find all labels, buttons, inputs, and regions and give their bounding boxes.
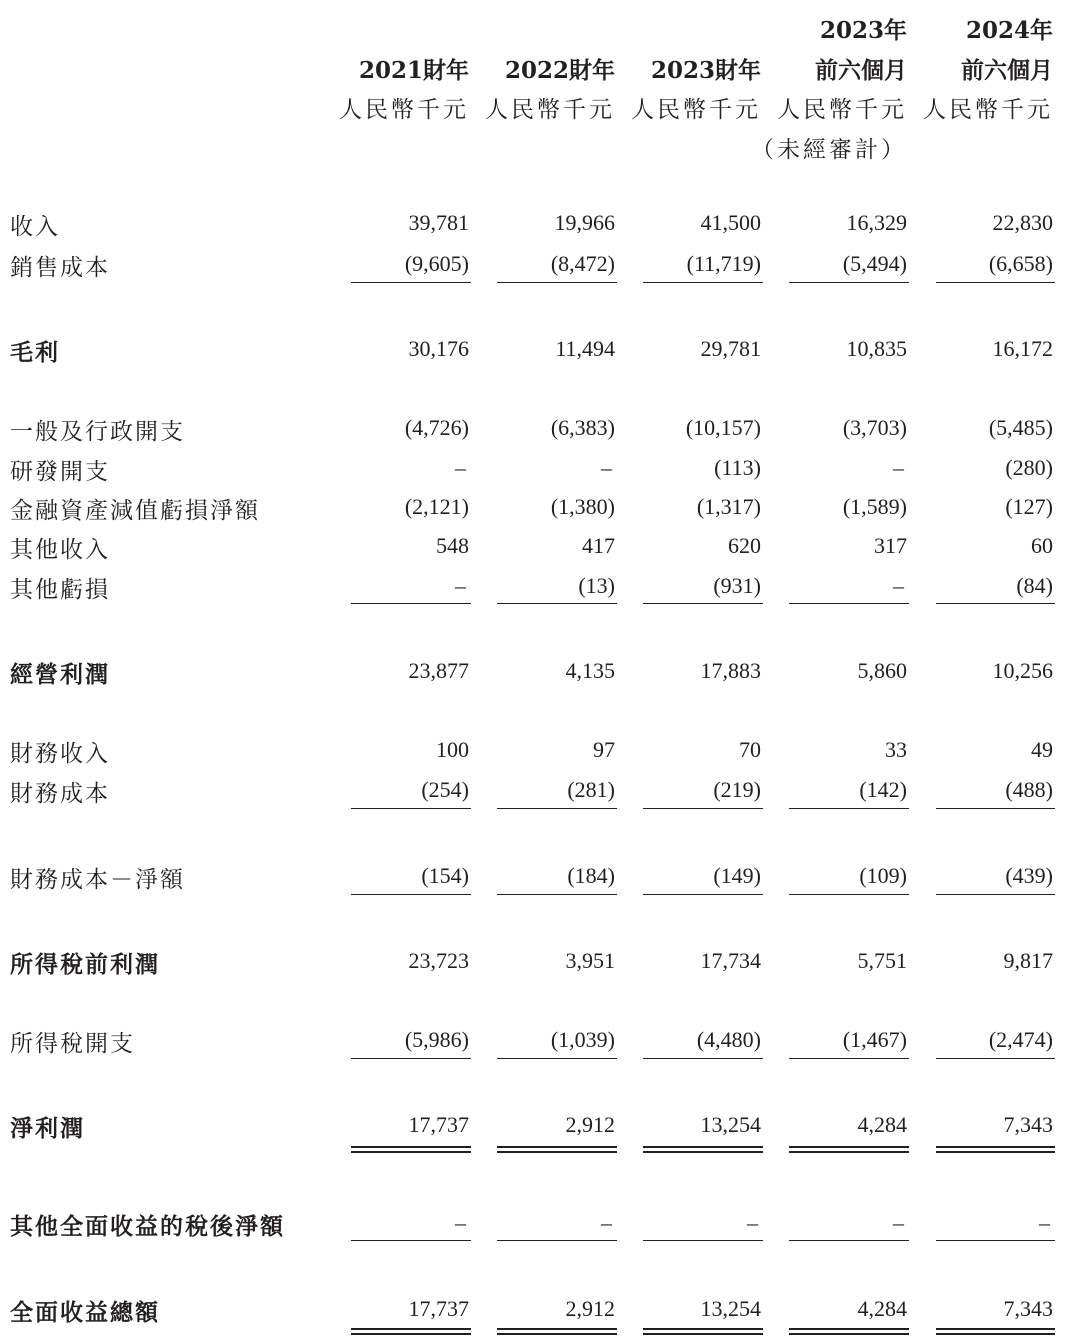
row-value: 548 (436, 533, 469, 558)
total-double-rule (351, 1146, 471, 1153)
row-value: 17,737 (408, 1296, 469, 1321)
row-label: 經營利潤 (10, 661, 110, 688)
subtotal-rule (789, 894, 909, 895)
row-value: – (1039, 1210, 1050, 1235)
row-value: – (455, 573, 466, 598)
row-value: 13,254 (700, 1296, 761, 1321)
row-value: 4,135 (565, 658, 615, 683)
column-header-unit: 人民幣千元 (485, 97, 615, 123)
row-value: 22,830 (992, 210, 1053, 235)
subtotal-rule (497, 1240, 617, 1241)
total-double-rule (643, 1328, 763, 1335)
row-value: 60 (1031, 533, 1053, 558)
subtotal-rule (789, 1058, 909, 1059)
row-value: 70 (739, 737, 761, 762)
row-value: 11,494 (555, 336, 615, 361)
row-value: (184) (567, 863, 615, 888)
row-value: 2,912 (565, 1112, 615, 1137)
subtotal-rule (643, 1240, 763, 1241)
row-label: 其他全面收益的稅後淨額 (10, 1213, 285, 1240)
row-value: 39,781 (408, 210, 469, 235)
row-value: (281) (567, 777, 615, 802)
row-label: 收入 (10, 214, 60, 240)
subtotal-rule (497, 603, 617, 604)
row-value: 10,256 (992, 658, 1053, 683)
subtotal-rule (789, 282, 909, 283)
row-value: 5,751 (857, 948, 907, 973)
row-value: 17,883 (700, 658, 761, 683)
subtotal-rule (936, 282, 1055, 283)
row-value: 97 (593, 737, 615, 762)
row-label: 所得稅開支 (10, 1031, 135, 1057)
total-double-rule (643, 1146, 763, 1153)
subtotal-rule (497, 894, 617, 895)
subtotal-rule (351, 1058, 471, 1059)
row-value: (1,467) (842, 1027, 907, 1052)
row-value: 7,343 (1003, 1296, 1053, 1321)
row-value: (109) (859, 863, 907, 888)
row-value: (13) (578, 573, 615, 598)
row-value: 19,966 (554, 210, 615, 235)
subtotal-rule (497, 282, 617, 283)
row-value: (1,039) (550, 1027, 615, 1052)
column-header-unit: 人民幣千元 (923, 97, 1053, 123)
row-label: 其他收入 (10, 537, 110, 563)
row-value: (113) (714, 455, 761, 480)
row-label: 毛利 (10, 339, 60, 366)
column-header-period: 前六個月 (815, 57, 907, 84)
subtotal-rule (936, 808, 1055, 809)
row-value: 620 (728, 533, 761, 558)
row-value: (10,157) (685, 415, 761, 440)
subtotal-rule (351, 282, 471, 283)
row-value: (488) (1005, 777, 1053, 802)
subtotal-rule (497, 1058, 617, 1059)
subtotal-rule (936, 603, 1055, 604)
row-value: – (893, 455, 904, 480)
row-value: (2,121) (404, 494, 469, 519)
total-double-rule (936, 1146, 1055, 1153)
row-value: 23,723 (408, 948, 469, 973)
row-value: 23,877 (408, 658, 469, 683)
row-label: 財務成本 (10, 781, 110, 807)
row-value: (11,719) (686, 251, 761, 276)
column-header-period: 2022財年 (504, 57, 615, 84)
column-header-top: 2023年 (819, 17, 907, 44)
total-double-rule (936, 1328, 1055, 1335)
row-value: (280) (1005, 455, 1053, 480)
row-value: (127) (1005, 494, 1053, 519)
row-value: 417 (582, 533, 615, 558)
row-label: 淨利潤 (10, 1115, 85, 1142)
row-value: 9,817 (1003, 948, 1053, 973)
row-value: (1,589) (842, 494, 907, 519)
subtotal-rule (936, 894, 1055, 895)
column-header-unit: 人民幣千元 (339, 97, 469, 123)
row-value: (154) (421, 863, 469, 888)
row-value: 3,951 (565, 948, 615, 973)
row-value: (1,317) (696, 494, 761, 519)
column-header-period: 2021財年 (358, 57, 469, 84)
column-header-top: 2024年 (965, 17, 1053, 44)
row-value: 2,912 (565, 1296, 615, 1321)
row-label: 財務收入 (10, 741, 110, 767)
subtotal-rule (936, 1058, 1055, 1059)
row-value: – (455, 1210, 466, 1235)
total-double-rule (789, 1146, 909, 1153)
subtotal-rule (643, 603, 763, 604)
row-value: (2,474) (988, 1027, 1053, 1052)
row-label: 其他虧損 (10, 577, 110, 603)
row-value: 49 (1031, 737, 1053, 762)
row-value: 29,781 (700, 336, 761, 361)
row-value: 33 (885, 737, 907, 762)
row-value: (84) (1016, 573, 1053, 598)
row-value: (3,703) (842, 415, 907, 440)
row-value: 17,737 (408, 1112, 469, 1137)
row-value: 16,329 (846, 210, 907, 235)
row-value: (142) (859, 777, 907, 802)
subtotal-rule (936, 1240, 1055, 1241)
row-value: 4,284 (857, 1296, 907, 1321)
subtotal-rule (643, 1058, 763, 1059)
column-header-unit: 人民幣千元 (777, 97, 907, 123)
row-value: 13,254 (700, 1112, 761, 1137)
row-value: 5,860 (857, 658, 907, 683)
row-value: (6,658) (988, 251, 1053, 276)
subtotal-rule (643, 894, 763, 895)
row-value: 317 (874, 533, 907, 558)
subtotal-rule (789, 1240, 909, 1241)
row-value: (5,485) (988, 415, 1053, 440)
row-value: (149) (713, 863, 761, 888)
total-double-rule (789, 1328, 909, 1335)
subtotal-rule (643, 282, 763, 283)
subtotal-rule (497, 808, 617, 809)
row-value: (439) (1005, 863, 1053, 888)
row-value: 100 (436, 737, 469, 762)
column-header-period: 2023財年 (650, 57, 761, 84)
row-value: 16,172 (992, 336, 1053, 361)
row-label: 銷售成本 (10, 255, 110, 281)
row-value: – (893, 1210, 904, 1235)
row-value: 4,284 (857, 1112, 907, 1137)
row-value: 10,835 (846, 336, 907, 361)
row-value: – (747, 1210, 758, 1235)
subtotal-rule (351, 808, 471, 809)
column-header-note: （未經審計） (751, 137, 907, 163)
row-value: (9,605) (404, 251, 469, 276)
row-label: 全面收益總額 (10, 1299, 160, 1326)
row-value: 17,734 (700, 948, 761, 973)
row-value: (5,494) (842, 251, 907, 276)
total-double-rule (351, 1328, 471, 1335)
row-value: (219) (713, 777, 761, 802)
row-value: (5,986) (404, 1027, 469, 1052)
total-double-rule (497, 1146, 617, 1153)
subtotal-rule (351, 1240, 471, 1241)
row-value: (4,480) (696, 1027, 761, 1052)
row-value: (6,383) (550, 415, 615, 440)
total-double-rule (497, 1328, 617, 1335)
row-label: 研發開支 (10, 459, 110, 485)
row-value: 7,343 (1003, 1112, 1053, 1137)
row-value: (8,472) (550, 251, 615, 276)
row-value: – (601, 1210, 612, 1235)
row-label: 財務成本－淨額 (10, 867, 185, 893)
subtotal-rule (789, 808, 909, 809)
subtotal-rule (351, 894, 471, 895)
subtotal-rule (643, 808, 763, 809)
row-label: 一般及行政開支 (10, 419, 185, 445)
row-label: 金融資產減值虧損淨額 (10, 498, 260, 524)
row-value: – (455, 455, 466, 480)
subtotal-rule (789, 603, 909, 604)
row-value: (254) (421, 777, 469, 802)
column-header-unit: 人民幣千元 (631, 97, 761, 123)
row-value: 41,500 (700, 210, 761, 235)
row-value: 30,176 (408, 336, 469, 361)
row-value: (931) (713, 573, 761, 598)
row-value: – (601, 455, 612, 480)
row-value: – (893, 573, 904, 598)
row-value: (4,726) (404, 415, 469, 440)
column-header-period: 前六個月 (961, 57, 1053, 84)
row-value: (1,380) (550, 494, 615, 519)
subtotal-rule (351, 603, 471, 604)
row-label: 所得稅前利潤 (10, 951, 160, 978)
